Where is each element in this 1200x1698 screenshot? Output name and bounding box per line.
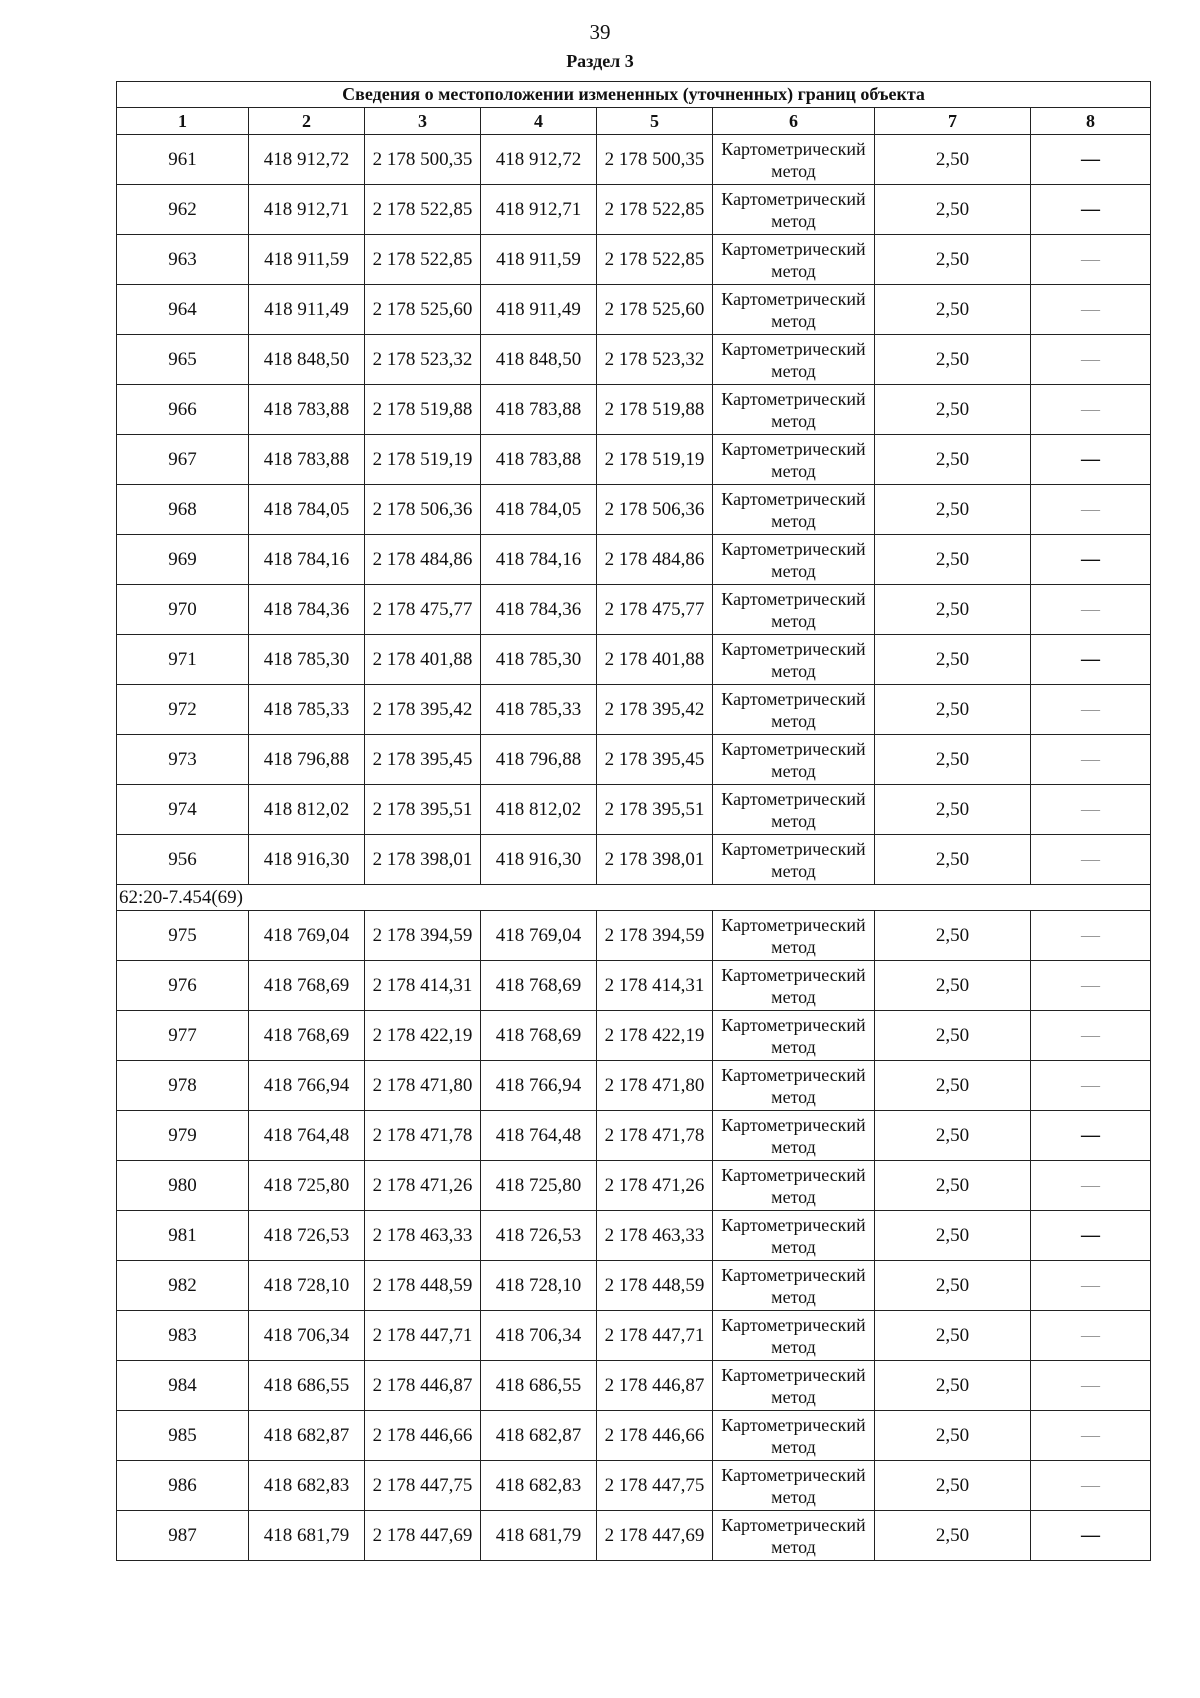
table-row — [117, 1361, 1151, 1411]
y-new-cell: 2 178 506,36 — [597, 485, 713, 535]
y-existing-cell: 2 178 500,35 — [365, 135, 481, 185]
accuracy-cell: 2,50 — [875, 1011, 1031, 1061]
accuracy-cell: 2,50 — [875, 1211, 1031, 1261]
y-existing-cell: 2 178 471,78 — [365, 1111, 481, 1161]
x-new-cell: 418 686,55 — [481, 1361, 597, 1411]
y-existing-cell: 2 178 447,71 — [365, 1311, 481, 1361]
table-row — [117, 135, 1151, 185]
table-row — [117, 1211, 1151, 1261]
y-new-cell: 2 178 446,66 — [597, 1411, 713, 1461]
method-cell: Картометрический метод — [713, 911, 875, 961]
table-row — [117, 185, 1151, 235]
method-cell: Картометрический метод — [713, 685, 875, 735]
point-number-cell: 982 — [117, 1261, 249, 1311]
point-number-cell: 976 — [117, 961, 249, 1011]
y-existing-cell: 2 178 394,59 — [365, 911, 481, 961]
y-existing-cell: 2 178 447,69 — [365, 1511, 481, 1561]
accuracy-cell: 2,50 — [875, 735, 1031, 785]
point-number-cell: 974 — [117, 785, 249, 835]
column-header-7: 7 — [875, 108, 1031, 135]
note-cell: — — [1031, 485, 1151, 535]
table-row — [117, 1511, 1151, 1561]
method-cell: Картометрический метод — [713, 635, 875, 685]
x-new-cell: 418 784,16 — [481, 535, 597, 585]
accuracy-cell: 2,50 — [875, 961, 1031, 1011]
x-existing-cell: 418 785,33 — [249, 685, 365, 735]
note-cell: — — [1031, 911, 1151, 961]
group-label: 62:20-7.454(69) — [117, 885, 1151, 911]
point-number-cell: 965 — [117, 335, 249, 385]
y-existing-cell: 2 178 525,60 — [365, 285, 481, 335]
x-new-cell: 418 768,69 — [481, 961, 597, 1011]
table-row — [117, 1411, 1151, 1461]
y-existing-cell: 2 178 519,19 — [365, 435, 481, 485]
x-new-cell: 418 769,04 — [481, 911, 597, 961]
method-cell: Картометрический метод — [713, 785, 875, 835]
x-new-cell: 418 764,48 — [481, 1111, 597, 1161]
x-existing-cell: 418 916,30 — [249, 835, 365, 885]
note-cell: — — [1031, 1461, 1151, 1511]
point-number-cell: 956 — [117, 835, 249, 885]
method-cell: Картометрический метод — [713, 135, 875, 185]
note-cell: — — [1031, 1311, 1151, 1361]
table-row — [117, 335, 1151, 385]
x-new-cell: 418 785,33 — [481, 685, 597, 735]
method-cell: Картометрический метод — [713, 1311, 875, 1361]
y-new-cell: 2 178 522,85 — [597, 235, 713, 285]
note-cell: — — [1031, 1161, 1151, 1211]
method-cell: Картометрический метод — [713, 1211, 875, 1261]
note-cell: — — [1031, 835, 1151, 885]
x-existing-cell: 418 726,53 — [249, 1211, 365, 1261]
y-new-cell: 2 178 523,32 — [597, 335, 713, 385]
x-new-cell: 418 912,71 — [481, 185, 597, 235]
point-number-cell: 978 — [117, 1061, 249, 1111]
x-existing-cell: 418 785,30 — [249, 635, 365, 685]
x-existing-cell: 418 912,71 — [249, 185, 365, 235]
method-cell: Картометрический метод — [713, 1261, 875, 1311]
accuracy-cell: 2,50 — [875, 485, 1031, 535]
x-existing-cell: 418 768,69 — [249, 1011, 365, 1061]
accuracy-cell: 2,50 — [875, 685, 1031, 735]
x-new-cell: 418 783,88 — [481, 435, 597, 485]
x-new-cell: 418 785,30 — [481, 635, 597, 685]
y-existing-cell: 2 178 471,26 — [365, 1161, 481, 1211]
y-existing-cell: 2 178 446,87 — [365, 1361, 481, 1411]
accuracy-cell: 2,50 — [875, 1311, 1031, 1361]
table-row — [117, 1111, 1151, 1161]
column-header-4: 4 — [481, 108, 597, 135]
y-existing-cell: 2 178 463,33 — [365, 1211, 481, 1261]
y-new-cell: 2 178 395,51 — [597, 785, 713, 835]
x-existing-cell: 418 796,88 — [249, 735, 365, 785]
y-new-cell: 2 178 500,35 — [597, 135, 713, 185]
accuracy-cell: 2,50 — [875, 385, 1031, 435]
x-existing-cell: 418 681,79 — [249, 1511, 365, 1561]
x-new-cell: 418 768,69 — [481, 1011, 597, 1061]
y-new-cell: 2 178 519,19 — [597, 435, 713, 485]
x-new-cell: 418 784,36 — [481, 585, 597, 635]
point-number-cell: 973 — [117, 735, 249, 785]
x-new-cell: 418 682,87 — [481, 1411, 597, 1461]
x-new-cell: 418 784,05 — [481, 485, 597, 535]
note-cell: — — [1031, 1111, 1151, 1161]
note-cell: — — [1031, 1361, 1151, 1411]
x-existing-cell: 418 784,05 — [249, 485, 365, 535]
accuracy-cell: 2,50 — [875, 435, 1031, 485]
y-new-cell: 2 178 475,77 — [597, 585, 713, 635]
x-existing-cell: 418 706,34 — [249, 1311, 365, 1361]
note-cell: — — [1031, 585, 1151, 635]
table-row — [117, 1011, 1151, 1061]
point-number-cell: 961 — [117, 135, 249, 185]
x-new-cell: 418 725,80 — [481, 1161, 597, 1211]
method-cell: Картометрический метод — [713, 1161, 875, 1211]
x-new-cell: 418 911,49 — [481, 285, 597, 335]
table-row — [117, 911, 1151, 961]
note-cell: — — [1031, 335, 1151, 385]
y-existing-cell: 2 178 484,86 — [365, 535, 481, 585]
x-new-cell: 418 766,94 — [481, 1061, 597, 1111]
note-cell: — — [1031, 735, 1151, 785]
table-row — [117, 785, 1151, 835]
method-cell: Картометрический метод — [713, 1111, 875, 1161]
table-row — [117, 1061, 1151, 1111]
y-new-cell: 2 178 525,60 — [597, 285, 713, 335]
x-existing-cell: 418 848,50 — [249, 335, 365, 385]
x-new-cell: 418 812,02 — [481, 785, 597, 835]
point-number-cell: 986 — [117, 1461, 249, 1511]
y-new-cell: 2 178 398,01 — [597, 835, 713, 885]
y-new-cell: 2 178 471,26 — [597, 1161, 713, 1211]
point-number-cell: 966 — [117, 385, 249, 435]
note-cell: — — [1031, 285, 1151, 335]
method-cell: Картометрический метод — [713, 1461, 875, 1511]
x-existing-cell: 418 911,49 — [249, 285, 365, 335]
accuracy-cell: 2,50 — [875, 1411, 1031, 1461]
y-new-cell: 2 178 395,42 — [597, 685, 713, 735]
accuracy-cell: 2,50 — [875, 185, 1031, 235]
y-existing-cell: 2 178 422,19 — [365, 1011, 481, 1061]
y-existing-cell: 2 178 395,42 — [365, 685, 481, 735]
table-row — [117, 1161, 1151, 1211]
y-new-cell: 2 178 471,78 — [597, 1111, 713, 1161]
y-existing-cell: 2 178 522,85 — [365, 235, 481, 285]
accuracy-cell: 2,50 — [875, 1161, 1031, 1211]
y-new-cell: 2 178 522,85 — [597, 185, 713, 235]
note-cell: — — [1031, 1211, 1151, 1261]
page-number: 39 — [589, 20, 611, 44]
accuracy-cell: 2,50 — [875, 535, 1031, 585]
y-new-cell: 2 178 446,87 — [597, 1361, 713, 1411]
note-cell: — — [1031, 1061, 1151, 1111]
y-new-cell: 2 178 414,31 — [597, 961, 713, 1011]
point-number-cell: 987 — [117, 1511, 249, 1561]
table-row — [117, 585, 1151, 635]
note-cell: — — [1031, 961, 1151, 1011]
x-new-cell: 418 796,88 — [481, 735, 597, 785]
method-cell: Картометрический метод — [713, 1061, 875, 1111]
y-new-cell: 2 178 401,88 — [597, 635, 713, 685]
note-cell: — — [1031, 435, 1151, 485]
y-existing-cell: 2 178 414,31 — [365, 961, 481, 1011]
x-new-cell: 418 682,83 — [481, 1461, 597, 1511]
method-cell: Картометрический метод — [713, 1411, 875, 1461]
accuracy-cell: 2,50 — [875, 1361, 1031, 1411]
table-caption: Сведения о местоположении измененных (уточненных) границ объекта — [117, 82, 1151, 108]
method-cell: Картометрический метод — [713, 185, 875, 235]
x-existing-cell: 418 686,55 — [249, 1361, 365, 1411]
accuracy-cell: 2,50 — [875, 911, 1031, 961]
y-new-cell: 2 178 448,59 — [597, 1261, 713, 1311]
note-cell: — — [1031, 1411, 1151, 1461]
accuracy-cell: 2,50 — [875, 1511, 1031, 1561]
point-number-cell: 980 — [117, 1161, 249, 1211]
method-cell: Картометрический метод — [713, 335, 875, 385]
y-new-cell: 2 178 447,75 — [597, 1461, 713, 1511]
accuracy-cell: 2,50 — [875, 235, 1031, 285]
method-cell: Картометрический метод — [713, 285, 875, 335]
x-new-cell: 418 912,72 — [481, 135, 597, 185]
x-existing-cell: 418 682,87 — [249, 1411, 365, 1461]
section-title: Раздел 3 — [566, 51, 634, 71]
y-existing-cell: 2 178 471,80 — [365, 1061, 481, 1111]
table-row — [117, 961, 1151, 1011]
point-number-cell: 962 — [117, 185, 249, 235]
note-cell: — — [1031, 1011, 1151, 1061]
note-cell: — — [1031, 385, 1151, 435]
y-existing-cell: 2 178 395,45 — [365, 735, 481, 785]
method-cell: Картометрический метод — [713, 961, 875, 1011]
point-number-cell: 985 — [117, 1411, 249, 1461]
method-cell: Картометрический метод — [713, 1361, 875, 1411]
y-existing-cell: 2 178 447,75 — [365, 1461, 481, 1511]
y-existing-cell: 2 178 522,85 — [365, 185, 481, 235]
x-existing-cell: 418 911,59 — [249, 235, 365, 285]
y-existing-cell: 2 178 506,36 — [365, 485, 481, 535]
table-row — [117, 385, 1151, 435]
method-cell: Картометрический метод — [713, 585, 875, 635]
note-cell: — — [1031, 1511, 1151, 1561]
point-number-cell: 964 — [117, 285, 249, 335]
y-existing-cell: 2 178 446,66 — [365, 1411, 481, 1461]
x-new-cell: 418 681,79 — [481, 1511, 597, 1561]
accuracy-cell: 2,50 — [875, 285, 1031, 335]
note-cell: — — [1031, 685, 1151, 735]
table-row — [117, 1311, 1151, 1361]
group-label-row — [117, 885, 1151, 911]
table-row — [117, 435, 1151, 485]
note-cell: — — [1031, 1261, 1151, 1311]
x-existing-cell: 418 766,94 — [249, 1061, 365, 1111]
accuracy-cell: 2,50 — [875, 835, 1031, 885]
table-row — [117, 635, 1151, 685]
x-existing-cell: 418 784,16 — [249, 535, 365, 585]
method-cell: Картометрический метод — [713, 1011, 875, 1061]
table-row — [117, 835, 1151, 885]
x-existing-cell: 418 728,10 — [249, 1261, 365, 1311]
method-cell: Картометрический метод — [713, 835, 875, 885]
column-header-8: 8 — [1031, 108, 1151, 135]
note-cell: — — [1031, 235, 1151, 285]
point-number-cell: 972 — [117, 685, 249, 735]
accuracy-cell: 2,50 — [875, 635, 1031, 685]
y-new-cell: 2 178 395,45 — [597, 735, 713, 785]
table-row — [117, 685, 1151, 735]
accuracy-cell: 2,50 — [875, 135, 1031, 185]
y-existing-cell: 2 178 448,59 — [365, 1261, 481, 1311]
point-number-cell: 968 — [117, 485, 249, 535]
y-new-cell: 2 178 484,86 — [597, 535, 713, 585]
x-existing-cell: 418 912,72 — [249, 135, 365, 185]
column-header-2: 2 — [249, 108, 365, 135]
x-existing-cell: 418 783,88 — [249, 435, 365, 485]
y-new-cell: 2 178 447,69 — [597, 1511, 713, 1561]
point-number-cell: 963 — [117, 235, 249, 285]
note-cell: — — [1031, 635, 1151, 685]
x-existing-cell: 418 764,48 — [249, 1111, 365, 1161]
column-header-1: 1 — [117, 108, 249, 135]
point-number-cell: 983 — [117, 1311, 249, 1361]
method-cell: Картометрический метод — [713, 535, 875, 585]
column-header-5: 5 — [597, 108, 713, 135]
note-cell: — — [1031, 785, 1151, 835]
column-number-row — [117, 108, 1151, 135]
table-row — [117, 1261, 1151, 1311]
note-cell: — — [1031, 135, 1151, 185]
point-number-cell: 971 — [117, 635, 249, 685]
y-existing-cell: 2 178 398,01 — [365, 835, 481, 885]
x-existing-cell: 418 725,80 — [249, 1161, 365, 1211]
method-cell: Картометрический метод — [713, 1511, 875, 1561]
x-existing-cell: 418 812,02 — [249, 785, 365, 835]
accuracy-cell: 2,50 — [875, 1061, 1031, 1111]
x-existing-cell: 418 768,69 — [249, 961, 365, 1011]
x-new-cell: 418 848,50 — [481, 335, 597, 385]
point-number-cell: 977 — [117, 1011, 249, 1061]
x-new-cell: 418 916,30 — [481, 835, 597, 885]
y-new-cell: 2 178 422,19 — [597, 1011, 713, 1061]
accuracy-cell: 2,50 — [875, 335, 1031, 385]
accuracy-cell: 2,50 — [875, 1111, 1031, 1161]
accuracy-cell: 2,50 — [875, 1261, 1031, 1311]
accuracy-cell: 2,50 — [875, 1461, 1031, 1511]
x-new-cell: 418 783,88 — [481, 385, 597, 435]
table-row — [117, 235, 1151, 285]
point-number-cell: 984 — [117, 1361, 249, 1411]
y-new-cell: 2 178 463,33 — [597, 1211, 713, 1261]
x-new-cell: 418 728,10 — [481, 1261, 597, 1311]
method-cell: Картометрический метод — [713, 385, 875, 435]
x-existing-cell: 418 784,36 — [249, 585, 365, 635]
table-row — [117, 485, 1151, 535]
method-cell: Картометрический метод — [713, 235, 875, 285]
boundary-coordinates-table — [116, 81, 1151, 1561]
x-new-cell: 418 911,59 — [481, 235, 597, 285]
x-existing-cell: 418 783,88 — [249, 385, 365, 435]
y-new-cell: 2 178 447,71 — [597, 1311, 713, 1361]
column-header-3: 3 — [365, 108, 481, 135]
y-existing-cell: 2 178 401,88 — [365, 635, 481, 685]
point-number-cell: 970 — [117, 585, 249, 635]
table-row — [117, 535, 1151, 585]
x-new-cell: 418 726,53 — [481, 1211, 597, 1261]
method-cell: Картометрический метод — [713, 435, 875, 485]
point-number-cell: 981 — [117, 1211, 249, 1261]
y-existing-cell: 2 178 519,88 — [365, 385, 481, 435]
accuracy-cell: 2,50 — [875, 785, 1031, 835]
column-header-6: 6 — [713, 108, 875, 135]
x-new-cell: 418 706,34 — [481, 1311, 597, 1361]
x-existing-cell: 418 769,04 — [249, 911, 365, 961]
y-new-cell: 2 178 519,88 — [597, 385, 713, 435]
table-row — [117, 285, 1151, 335]
table-row — [117, 1461, 1151, 1511]
y-new-cell: 2 178 471,80 — [597, 1061, 713, 1111]
x-existing-cell: 418 682,83 — [249, 1461, 365, 1511]
y-existing-cell: 2 178 395,51 — [365, 785, 481, 835]
y-new-cell: 2 178 394,59 — [597, 911, 713, 961]
note-cell: — — [1031, 185, 1151, 235]
note-cell: — — [1031, 535, 1151, 585]
point-number-cell: 967 — [117, 435, 249, 485]
method-cell: Картометрический метод — [713, 735, 875, 785]
point-number-cell: 969 — [117, 535, 249, 585]
accuracy-cell: 2,50 — [875, 585, 1031, 635]
table-row — [117, 735, 1151, 785]
point-number-cell: 975 — [117, 911, 249, 961]
y-existing-cell: 2 178 523,32 — [365, 335, 481, 385]
table-body — [117, 135, 1151, 1561]
y-existing-cell: 2 178 475,77 — [365, 585, 481, 635]
method-cell: Картометрический метод — [713, 485, 875, 535]
point-number-cell: 979 — [117, 1111, 249, 1161]
